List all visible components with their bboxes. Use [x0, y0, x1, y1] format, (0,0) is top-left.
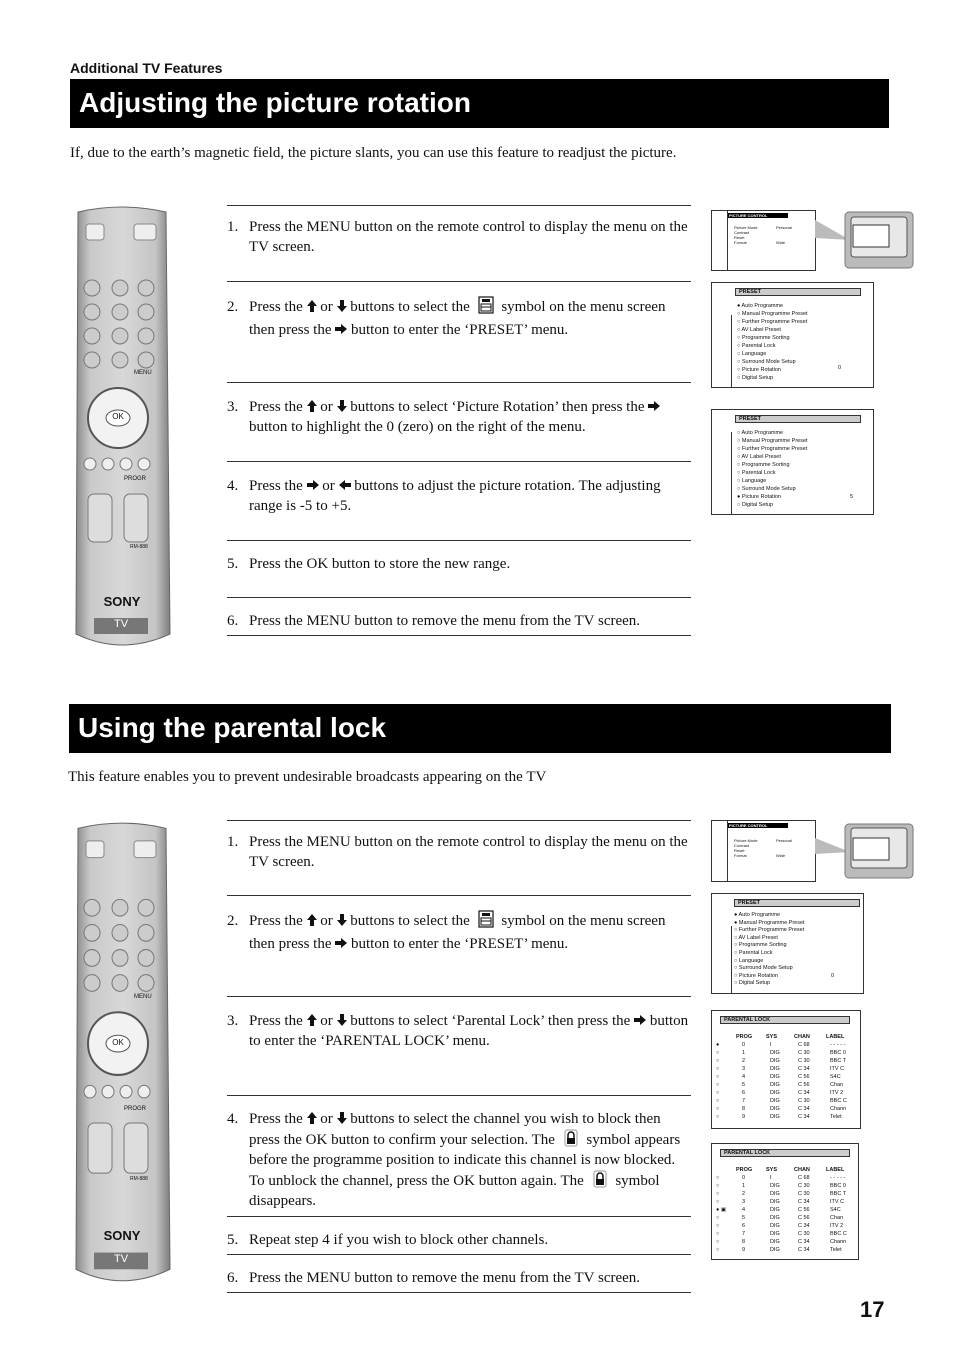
preset-menu-screen-2: PRESET ○ Auto Programme ○ Manual Programme Preset ○ Further Programme Preset ○ AV Label Preset ○ Programme Sorting ○ Parental Lock ○ Language ○ Surround Mode Setup ● Picture Rotation ○ Digital Setup 5	[711, 409, 874, 515]
down-arrow-icon	[337, 400, 347, 412]
right-arrow-icon	[307, 480, 319, 490]
down-arrow-icon	[337, 914, 347, 926]
right-arrow-icon	[648, 401, 660, 411]
right-arrow-icon	[335, 938, 347, 948]
lock-icon	[563, 1129, 579, 1147]
parental-lock-screen-1: PARENTAL LOCK PROG SYS CHAN LABEL ● 0 I C 68 - - - - - ○ 1 DIG C 30 BBC 0 ○ 2 DIG C 30 BBC T ○ 3 DIG C 34 ITV C ○ 4 DIG C 56 S4C ○ 5 DIG C 56 Chan ○ 6 DIG C 34 ITV 2 ○ 7 DIG C 30 BBC C ○ 8 DIG C 34 Chann ○ 9 DIG C 34 Telet	[711, 1010, 861, 1129]
page-number: 17	[860, 1297, 885, 1322]
preset-icon	[478, 296, 494, 314]
remote-progr-label: PROGR	[124, 476, 147, 482]
remote-ok-label: OK	[112, 412, 124, 421]
preset-menu-screen-1: PRESET ● Auto Programme ○ Manual Programme Preset ○ Further Programme Preset ○ AV Label Preset ○ Programme Sorting ○ Parental Lock ○ Language ○ Surround Mode Setup ○ Picture Rotation ○ Digital Setup 0	[711, 282, 874, 388]
right-arrow-icon	[634, 1015, 646, 1025]
rotation-steps: 1. Press the MENU button on the remote control to display the menu on the TV screen. 2. Press the or buttons to select the symbol on the menu screen then press the button to enter the ‘PRESET’ menu. 3. Press the or buttons to select ‘Picture Rotation’ then press the button to highlight the 0 (zero) on the right of the menu. 4. Press the or buttons to adjust the picture rotation. The adjusting range is -5 to +5. 5. Press the OK button to store the new range. 6. Press the MENU button to remove the menu from the TV screen.	[227, 205, 691, 637]
preset-list: ● Auto Programme ○ Manual Programme Preset ○ Further Programme Preset ○ AV Label Preset ○ Programme Sorting ○ Parental Lock ○ Language ○ Surround Mode Setup ○ Picture Rotation ○ Digital Setup	[737, 303, 808, 381]
up-arrow-icon	[307, 914, 317, 926]
remote-brand: SONY	[103, 594, 141, 609]
remote-ok-label: OK	[112, 1038, 124, 1047]
preset-menu-screen-3: PRESET ● Auto Programme ● Manual Programme Preset ○ Further Programme Preset ○ AV Label Preset ○ Programme Sorting ○ Parental Lock ○ Language ○ Surround Mode Setup ○ Picture Rotation ○ Digital Setup 0	[711, 893, 864, 994]
remote-tv-label: TV	[113, 1253, 129, 1265]
section-label: Additional TV Features	[70, 60, 223, 76]
down-arrow-icon	[337, 1112, 347, 1124]
remote-brand: SONY	[103, 1228, 141, 1243]
left-arrow-icon	[339, 480, 351, 490]
up-arrow-icon	[307, 1014, 317, 1026]
rotation-title: Adjusting the picture rotation	[70, 79, 889, 128]
parental-table: PROG SYS CHAN LABEL ● 0 I C 68 - - - - - ○ 1 DIG C 30 BBC 0 ○ 2 DIG C 30 BBC T ○ 3 DIG C 34 ITV C ○ 4 DIG C 56 S4C ○ 5 DIG C 56 Chan ○ 6 DIG C 34 ITV 2 ○ 7 DIG C 30 BBC C ○ 8 DIG C 34 Chann ○ 9 DIG C 34 Telet	[716, 1034, 847, 1120]
remote-menu-label: MENU	[134, 370, 152, 376]
remote-control-image-2	[72, 820, 172, 1286]
remote-model-label: RM-888	[130, 544, 148, 550]
picture-control-menu-screen: PICTURE CONTROL Picture Mode Contrast Reset Format Personal Wide	[711, 210, 816, 271]
up-arrow-icon	[307, 1112, 317, 1124]
remote-model-label: RM-888	[130, 1176, 148, 1182]
tv-set-image	[815, 210, 915, 270]
right-arrow-icon	[335, 324, 347, 334]
lock-icon	[592, 1170, 608, 1188]
lock-steps: 1. Press the MENU button on the remote control to display the menu on the TV screen. 2. Press the or buttons to select the symbol on the menu screen then press the button to enter the ‘PRESET’ menu. 3. Press the or buttons to select ‘Parental Lock’ then press the button to enter the ‘PARENTAL LOCK’ menu. 4. Press the or buttons to select the channel you wish to block then press the OK button to confirm your selection. The symbol appears before the programme position to indicate this channel is now blocked. To unblock the channel, press the OK button again. The symbol disappears. 5. Repeat step 4 if you wish to block other channels. 6. Press the MENU button to remove the menu from the TV screen.	[227, 820, 691, 1294]
lock-intro: This feature enables you to prevent undesirable broadcasts appearing on the TV	[68, 769, 547, 785]
up-arrow-icon	[307, 400, 317, 412]
remote-control-image	[72, 204, 172, 650]
parental-lock-screen-2: PARENTAL LOCK PROG SYS CHAN LABEL ○ 0 I C 68 - - - - - ○ 1 DIG C 30 BBC 0 ○ 2 DIG C 30 BBC T ○ 3 DIG C 34 ITV C ● ▣ 4 DIG C 56 S4C ○ 5 DIG C 56 Chan ○ 6 DIG C 34 ITV 2 ○ 7 DIG C 30 BBC C ○ 8 DIG C 34 Chann ○ 9 DIG C 34 Telet	[711, 1143, 859, 1260]
rotation-intro: If, due to the earth’s magnetic field, the picture slants, you can use this feature to readjust the picture.	[70, 145, 677, 161]
down-arrow-icon	[337, 300, 347, 312]
down-arrow-icon	[337, 1014, 347, 1026]
remote-menu-label: MENU	[134, 994, 152, 1000]
remote-progr-label: PROGR	[124, 1106, 147, 1112]
preset-icon	[478, 910, 494, 928]
picture-control-menu-screen: PICTURE CONTROL Picture Mode Contrast Reset Format Personal Wide	[711, 820, 816, 882]
tv-set-image	[815, 820, 915, 880]
remote-tv-label: TV	[113, 618, 129, 630]
lock-title: Using the parental lock	[69, 704, 891, 753]
up-arrow-icon	[307, 300, 317, 312]
